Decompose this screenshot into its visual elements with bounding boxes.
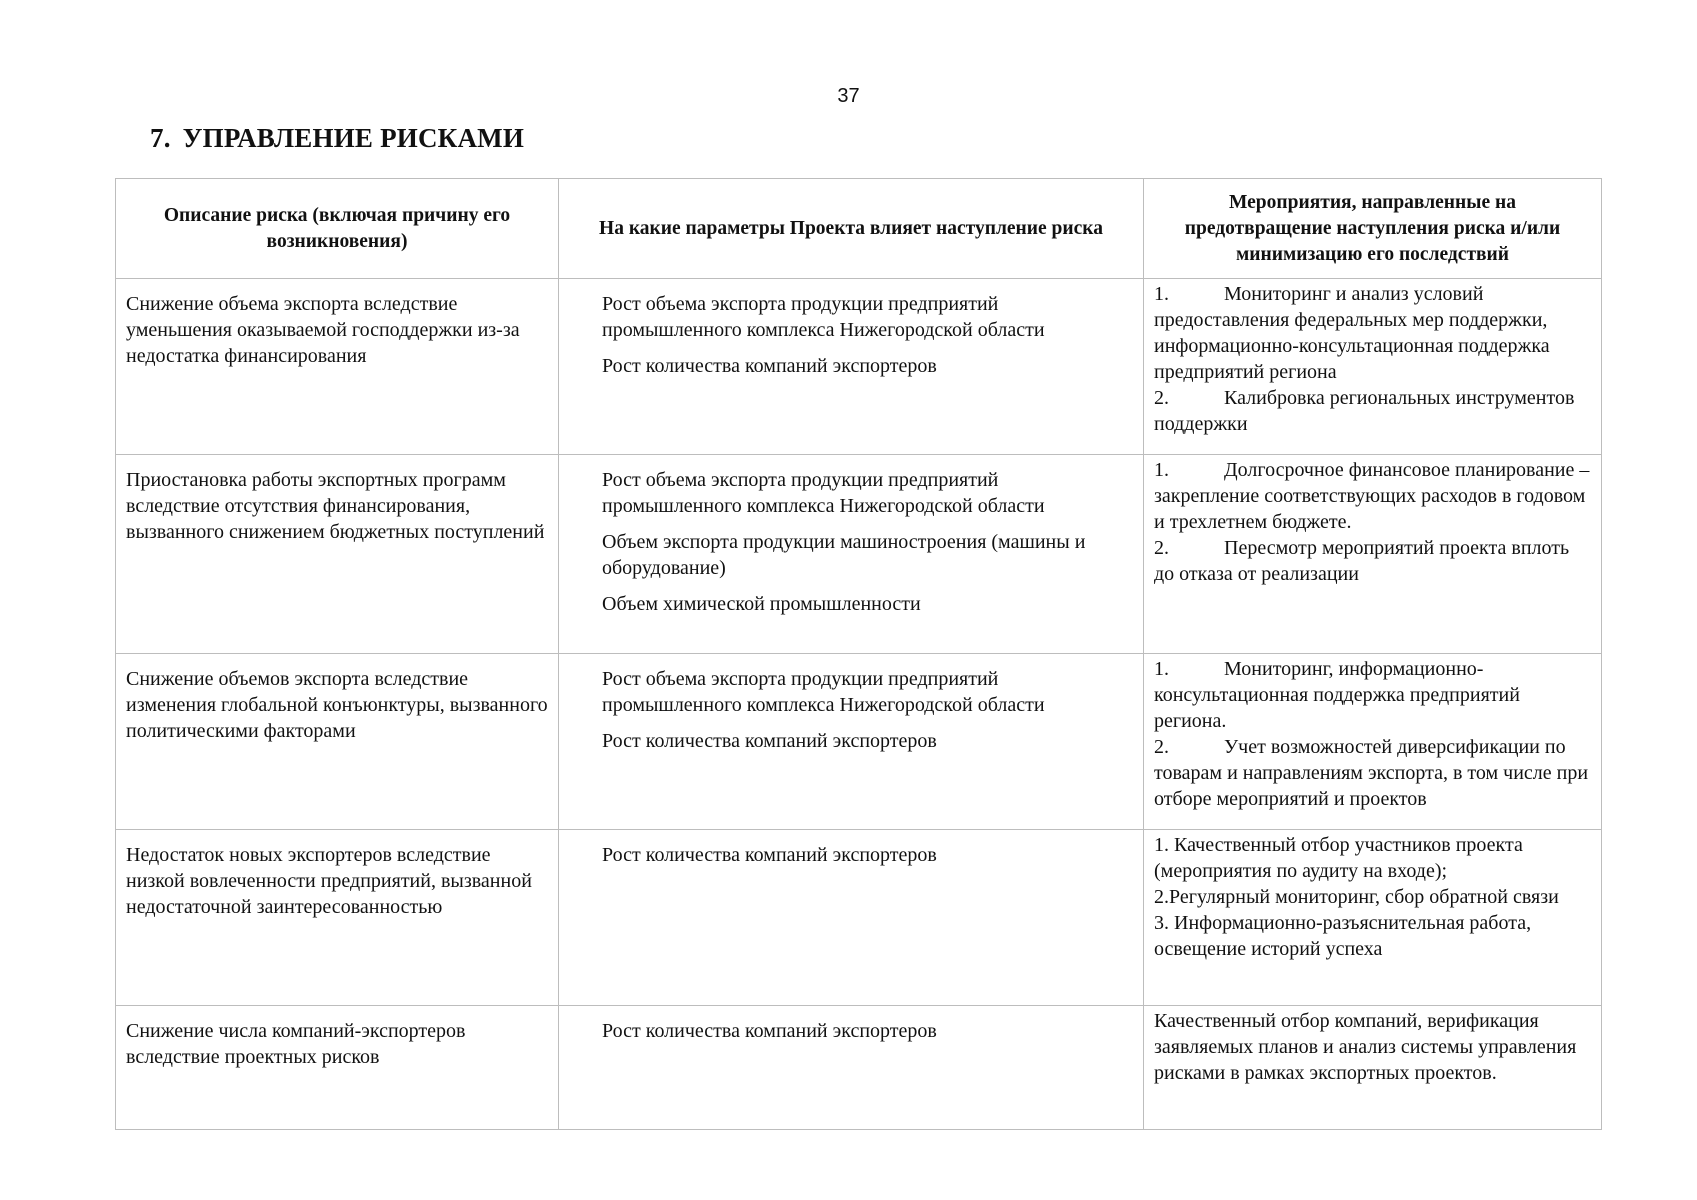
measures-cell (1144, 1006, 1602, 1130)
measure-item: 1. Качественный отбор участников проекта (мероприятия по аудиту на входе); (1154, 834, 1523, 882)
parameters-cell (559, 654, 1144, 830)
parameter-item: Объем химической промышленности (602, 593, 921, 615)
measure-number: 1. (1154, 459, 1169, 481)
parameter-item: Рост объема экспорта продукции предприятий промышленного комплекса Нижегородской области (602, 293, 1045, 341)
table-row (116, 654, 1602, 830)
table-header-row (116, 179, 1602, 279)
measure-item: 2.Регулярный мониторинг, сбор обратной связи (1154, 886, 1559, 908)
section-number: 7. (150, 123, 171, 153)
risk-description-cell: Снижение числа компаний-экспортеров вследствие проектных рисков (116, 1006, 559, 1130)
section-title-text: УПРАВЛЕНИЕ РИСКАМИ (182, 123, 525, 153)
measures-cell (1144, 654, 1602, 830)
measure-number: 2. (1154, 387, 1169, 409)
parameter-item: Объем экспорта продукции машиностроения (машины и оборудование) (602, 531, 1086, 579)
table-row (116, 1006, 1602, 1130)
measure-item (1154, 385, 1591, 437)
measure-text: Калибровка региональных инструментов поддержки (1154, 387, 1575, 435)
header-affected-parameters: На какие параметры Проекта влияет наступление риска (559, 179, 1144, 279)
parameters-cell (559, 1006, 1144, 1130)
parameters-cell (559, 830, 1144, 1006)
risk-description-cell: Снижение объемов экспорта вследствие изменения глобальной конъюнктуры, вызванного политическими факторами (116, 654, 559, 830)
risk-table (115, 178, 1602, 1130)
parameter-item: Рост количества компаний экспортеров (602, 844, 937, 866)
measure-text: Учет возможностей диверсификации по товарам и направлениям экспорта, в том числе при отборе мероприятий и проектов (1154, 736, 1589, 810)
risk-description-cell: Снижение объема экспорта вследствие уменьшения оказываемой господдержки из-за недостатка финансирования (116, 279, 559, 455)
parameter-item: Рост количества компаний экспортеров (602, 355, 937, 377)
parameter-item: Рост количества компаний экспортеров (602, 730, 937, 752)
measure-text: Долгосрочное финансовое планирование – закрепление соответствующих расходов в годовом и трехлетнем бюджете. (1154, 459, 1590, 533)
measure-text: Мониторинг и анализ условий предоставления федеральных мер поддержки, информационно-консультационная поддержка предприятий региона (1154, 283, 1550, 383)
risk-description-cell: Приостановка работы экспортных программ вследствие отсутствия финансирования, вызванного снижением бюджетных поступлений (116, 455, 559, 654)
measure-number: 2. (1154, 537, 1169, 559)
measure-item (1154, 734, 1591, 812)
measure-number: 1. (1154, 283, 1169, 305)
table-row (116, 279, 1602, 455)
measure-item: Качественный отбор компаний, верификация заявляемых планов и анализ системы управления рисками в рамках экспортных проектов. (1154, 1010, 1577, 1084)
parameter-item: Рост количества компаний экспортеров (602, 1020, 937, 1042)
page-number: 37 (837, 85, 860, 107)
measure-text: Мониторинг, информационно-консультационная поддержка предприятий региона. (1154, 658, 1520, 732)
measures-cell (1144, 279, 1602, 455)
measure-item (1154, 457, 1591, 535)
parameter-item: Рост объема экспорта продукции предприятий промышленного комплекса Нижегородской области (602, 469, 1045, 517)
parameters-cell (559, 279, 1144, 455)
measures-cell (1144, 830, 1602, 1006)
parameters-cell (559, 455, 1144, 654)
header-risk-description: Описание риска (включая причину его возникновения) (116, 179, 559, 279)
measure-number: 1. (1154, 658, 1169, 680)
measures-cell (1144, 455, 1602, 654)
measure-text: Пересмотр мероприятий проекта вплоть до отказа от реализации (1154, 537, 1570, 585)
parameter-item: Рост объема экспорта продукции предприятий промышленного комплекса Нижегородской области (602, 668, 1045, 716)
measure-item (1154, 535, 1591, 587)
section-title (150, 122, 524, 154)
header-mitigation-measures: Мероприятия, направленные на предотвращение наступления риска и/или минимизацию его последствий (1144, 179, 1602, 279)
table-row (116, 830, 1602, 1006)
measure-item (1154, 281, 1591, 385)
measure-item: 3. Информационно-разъяснительная работа, освещение историй успеха (1154, 912, 1532, 960)
table-row (116, 455, 1602, 654)
measure-number: 2. (1154, 736, 1169, 758)
risk-description-cell: Недостаток новых экспортеров вследствие низкой вовлеченности предприятий, вызванной недостаточной заинтересованностью (116, 830, 559, 1006)
measure-item (1154, 656, 1591, 734)
